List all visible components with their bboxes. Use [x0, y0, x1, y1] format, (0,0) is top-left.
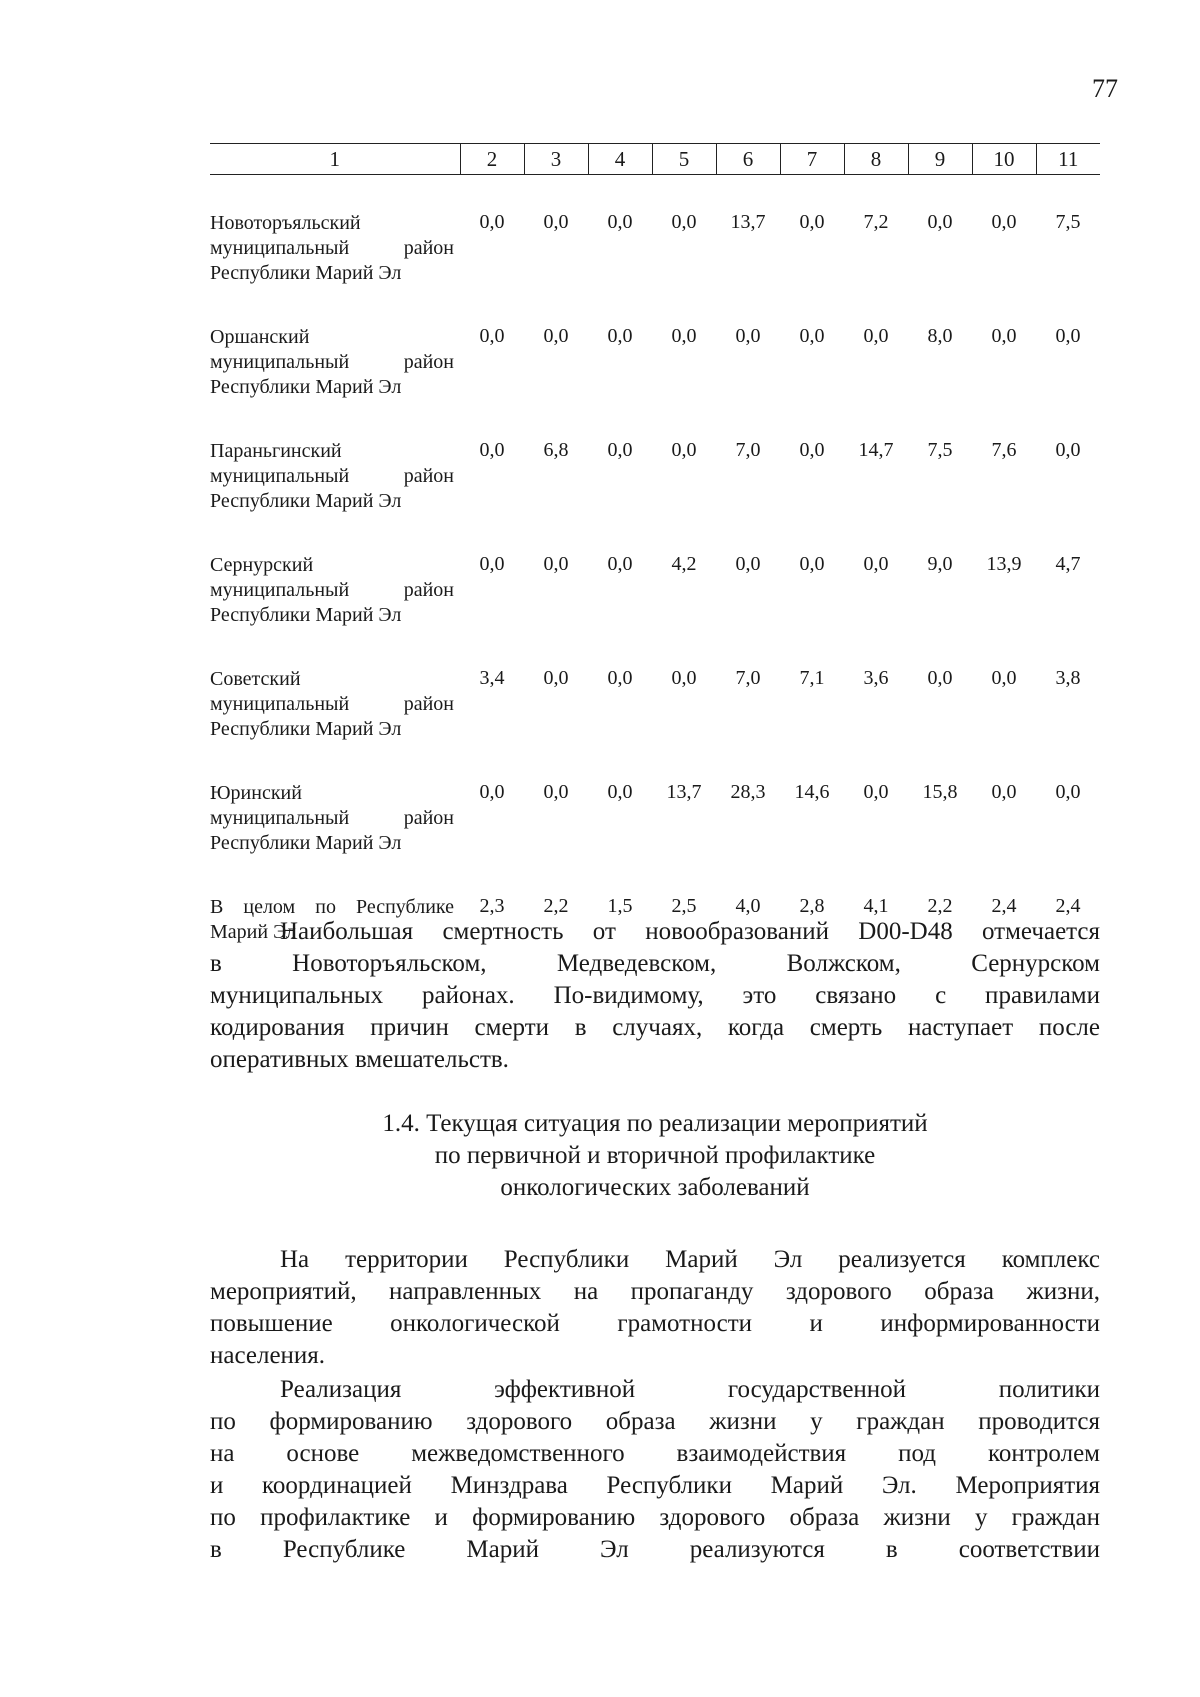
district-name-line: Республики Марий Эл — [210, 490, 402, 512]
text-line: оперативных вмешательств. — [210, 1046, 509, 1073]
table-cell: 0,0 — [543, 325, 569, 347]
section-heading — [210, 1108, 1100, 1204]
district-name-line: Советский — [210, 668, 301, 690]
table-cell: 0,0 — [607, 439, 633, 461]
table-cell: 0,0 — [735, 325, 761, 347]
text-line: Реализация эффективной государственной политики — [280, 1376, 1100, 1403]
table-cell: 0,0 — [607, 325, 633, 347]
text-line: повышение онкологической грамотности и информированности — [210, 1310, 1100, 1337]
table-cell: 7,6 — [991, 439, 1017, 461]
table-cell: 2,4 — [1055, 895, 1081, 917]
column-header: 5 — [652, 144, 716, 175]
table-cell: 0,0 — [543, 667, 569, 689]
table-cell: 2,8 — [799, 895, 825, 917]
district-name-line: муниципальный район — [210, 237, 454, 259]
table-row — [210, 541, 1100, 631]
mortality-table — [210, 143, 1100, 947]
table-cell: 0,0 — [479, 211, 505, 233]
text-line: На территории Республики Марий Эл реализуется комплекс — [280, 1246, 1100, 1273]
district-name-line: муниципальный район — [210, 351, 454, 373]
text-line: муниципальных районах. По-видимому, это связано с правилами — [210, 982, 1100, 1009]
district-name-line: Сернурский — [210, 554, 314, 576]
table-cell: 0,0 — [799, 553, 825, 575]
table-cell: 2,5 — [671, 895, 697, 917]
district-name-line: Оршанский — [210, 326, 310, 348]
district-name — [210, 541, 460, 631]
table-cell: 7,2 — [863, 211, 889, 233]
heading-line: по первичной и вторичной профилактике — [434, 1142, 876, 1169]
district-name — [210, 427, 460, 517]
table-cell: 0,0 — [479, 781, 505, 803]
table-cell: 2,2 — [927, 895, 953, 917]
table-row — [210, 655, 1100, 745]
column-header: 2 — [460, 144, 524, 175]
table-cell: 7,0 — [735, 439, 761, 461]
district-name-line: Республики Марий Эл — [210, 376, 402, 398]
table-cell: 4,1 — [863, 895, 889, 917]
page-number: 77 — [1092, 74, 1118, 103]
table-cell: 15,8 — [922, 781, 958, 803]
table-row — [210, 769, 1100, 859]
table-cell: 7,0 — [735, 667, 761, 689]
table-cell: 2,2 — [543, 895, 569, 917]
table-cell: 0,0 — [607, 553, 633, 575]
table-cell: 8,0 — [927, 325, 953, 347]
table-cell: 0,0 — [479, 553, 505, 575]
district-name — [210, 199, 460, 289]
heading-line: 1.4. Текущая ситуация по реализации мероприятий — [382, 1110, 928, 1137]
table-cell: 4,0 — [735, 895, 761, 917]
table-cell: 0,0 — [991, 325, 1017, 347]
row-spacer — [210, 403, 1100, 427]
row-spacer — [210, 175, 1100, 200]
column-header: 9 — [908, 144, 972, 175]
table-cell: 0,0 — [543, 553, 569, 575]
district-name-line: муниципальный район — [210, 693, 454, 715]
row-spacer — [210, 745, 1100, 769]
table-cell: 13,9 — [986, 553, 1022, 575]
table-cell: 0,0 — [991, 211, 1017, 233]
table-cell: 13,7 — [730, 211, 766, 233]
text-line: по профилактике и формированию здорового образа жизни у граждан — [210, 1504, 1100, 1531]
table-cell: 2,3 — [479, 895, 505, 917]
table-cell: 0,0 — [1055, 781, 1081, 803]
table-cell: 0,0 — [671, 667, 697, 689]
table-cell: 0,0 — [671, 439, 697, 461]
table-header-row — [210, 144, 1100, 175]
district-name-line: муниципальный район — [210, 807, 454, 829]
table-cell: 4,7 — [1055, 553, 1081, 575]
table-cell: 0,0 — [543, 211, 569, 233]
table-row — [210, 313, 1100, 403]
table-cell: 7,1 — [799, 667, 825, 689]
row-spacer — [210, 289, 1100, 313]
table-cell: 7,5 — [1055, 211, 1081, 233]
table-cell: 0,0 — [1055, 325, 1081, 347]
table-cell: 0,0 — [735, 553, 761, 575]
paragraph-mortality-note — [210, 916, 1100, 1076]
table-cell: 0,0 — [863, 553, 889, 575]
district-name-line: В целом по Республике — [210, 896, 454, 918]
table-cell: 0,0 — [479, 439, 505, 461]
table-cell: 0,0 — [799, 439, 825, 461]
table-cell: 0,0 — [991, 781, 1017, 803]
paragraph-state-policy — [210, 1374, 1100, 1566]
column-header: 4 — [588, 144, 652, 175]
table-cell: 0,0 — [863, 781, 889, 803]
district-name-line: Республики Марий Эл — [210, 262, 402, 284]
column-header: 11 — [1036, 144, 1100, 175]
table-cell: 3,8 — [1055, 667, 1081, 689]
district-name-line: Юринский — [210, 782, 302, 804]
text-line: в Новоторъяльском, Медведевском, Волжском, Сернурском — [210, 950, 1100, 977]
table-row — [210, 199, 1100, 289]
text-line: населения. — [210, 1342, 326, 1369]
heading-line: онкологических заболеваний — [500, 1174, 810, 1201]
table-cell: 14,6 — [794, 781, 830, 803]
district-name — [210, 769, 460, 859]
table-row — [210, 427, 1100, 517]
column-header: 3 — [524, 144, 588, 175]
district-name-line: Параньгинский — [210, 440, 342, 462]
row-spacer — [210, 631, 1100, 655]
column-header: 10 — [972, 144, 1036, 175]
table-cell: 0,0 — [543, 781, 569, 803]
district-name-line: Новоторъяльский — [210, 212, 361, 234]
row-spacer — [210, 859, 1100, 883]
table-cell: 7,5 — [927, 439, 953, 461]
row-spacer — [210, 517, 1100, 541]
district-name-line: муниципальный район — [210, 579, 454, 601]
table-cell: 9,0 — [927, 553, 953, 575]
text-line: Наибольшая смертность от новообразований D00-D48 отмечается — [280, 918, 1100, 945]
column-header: 1 — [210, 144, 460, 175]
text-line: и координацией Минздрава Республики Марий Эл. Мероприятия — [210, 1472, 1100, 1499]
district-name — [210, 313, 460, 403]
table-cell: 0,0 — [927, 667, 953, 689]
district-name-line: муниципальный район — [210, 465, 454, 487]
district-name-line: Республики Марий Эл — [210, 832, 402, 854]
table-cell: 0,0 — [1055, 439, 1081, 461]
table-cell: 0,0 — [671, 325, 697, 347]
district-name-line: Республики Марий Эл — [210, 718, 402, 740]
text-line: кодирования причин смерти в случаях, когда смерть наступает после — [210, 1014, 1100, 1041]
district-name — [210, 655, 460, 745]
table-cell: 0,0 — [799, 325, 825, 347]
table-cell: 0,0 — [607, 211, 633, 233]
district-name-line: Республики Марий Эл — [210, 604, 402, 626]
table-cell: 2,4 — [991, 895, 1017, 917]
table-cell: 0,0 — [991, 667, 1017, 689]
table-cell: 1,5 — [607, 895, 633, 917]
table-cell: 14,7 — [858, 439, 894, 461]
table-cell: 0,0 — [479, 325, 505, 347]
district-name-line: Марий Эл — [210, 921, 296, 943]
table-cell: 0,0 — [671, 211, 697, 233]
table-cell: 13,7 — [666, 781, 702, 803]
table-cell: 4,2 — [671, 553, 697, 575]
table-cell: 0,0 — [863, 325, 889, 347]
paragraph-complex-measures — [210, 1244, 1100, 1372]
table-cell: 0,0 — [607, 667, 633, 689]
table-cell: 0,0 — [607, 781, 633, 803]
text-line: мероприятий, направленных на пропаганду здорового образа жизни, — [210, 1278, 1100, 1305]
text-line: на основе межведомственного взаимодействия под контролем — [210, 1440, 1100, 1467]
table-cell: 28,3 — [730, 781, 766, 803]
table-cell: 3,6 — [863, 667, 889, 689]
table-cell: 0,0 — [927, 211, 953, 233]
text-line: по формированию здорового образа жизни у граждан проводится — [210, 1408, 1100, 1435]
table-cell: 3,4 — [479, 667, 505, 689]
column-header: 6 — [716, 144, 780, 175]
column-header: 8 — [844, 144, 908, 175]
text-line: в Республике Марий Эл реализуются в соответствии — [210, 1536, 1100, 1563]
table-cell: 6,8 — [543, 439, 569, 461]
column-header: 7 — [780, 144, 844, 175]
table-cell: 0,0 — [799, 211, 825, 233]
